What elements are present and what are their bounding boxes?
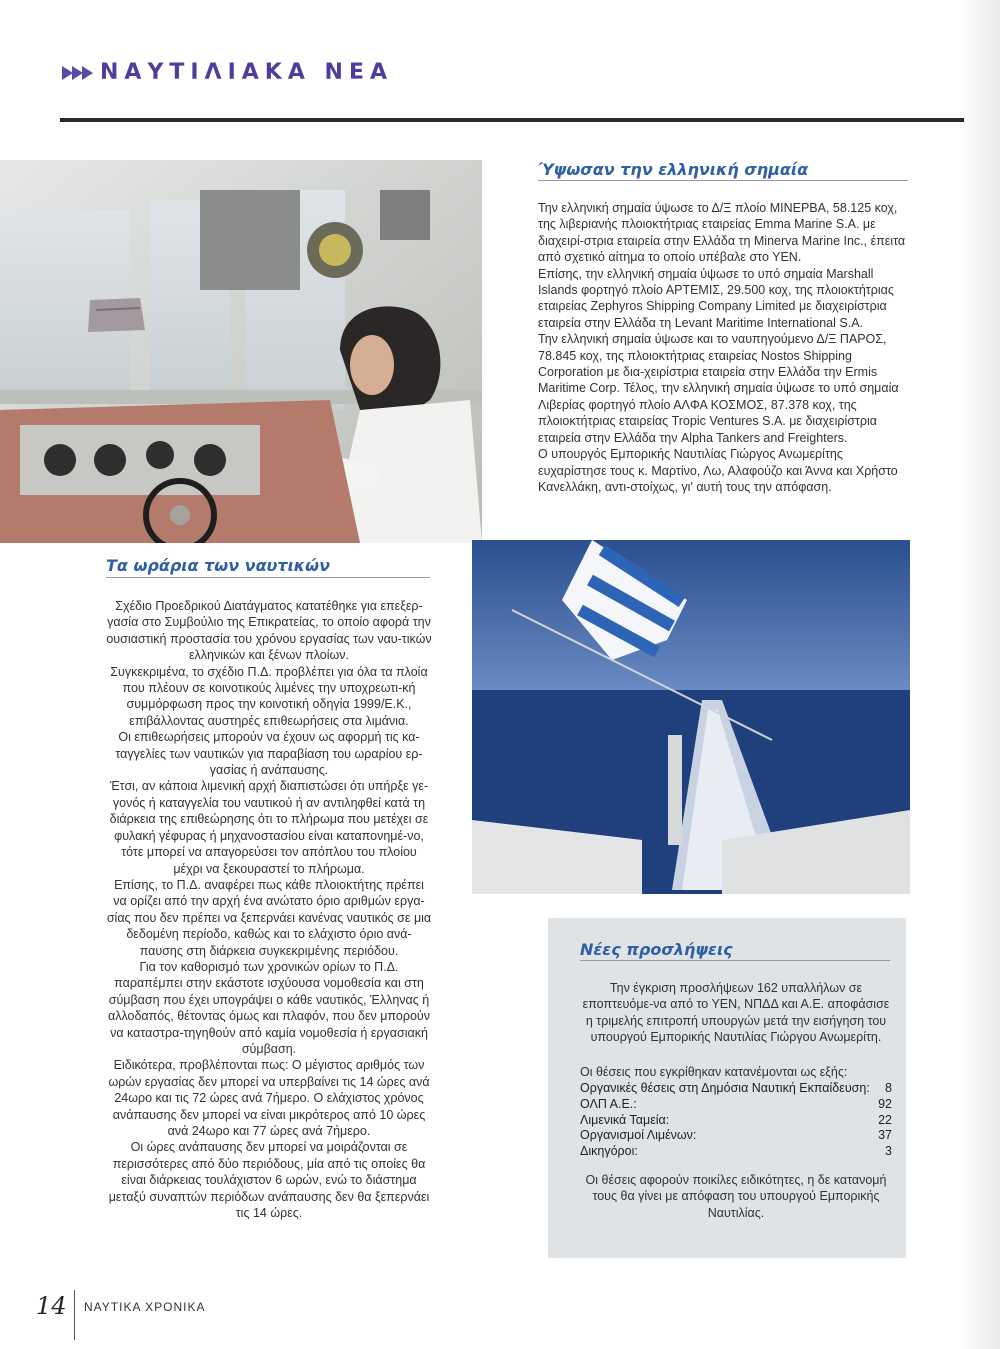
flag-title-rule [538,180,908,181]
hiring-article-title: Νέες προσλήψεις [580,940,733,959]
footer-divider [74,1290,75,1340]
position-row [580,1081,892,1097]
triple-arrow-icon [62,66,92,80]
bridge-photo [0,160,482,543]
paragraph: Επίσης, την ελληνική σημαία ύψωσε το υπό σημαία Marshall Islands φορτηγό πλοίο ΑΡΤΕΜΙΣ, 29.500 κοχ, της πλοιοκτήτριας εταιρείας Zephyros Shipping Company Limited με διαχειρίστρια εταιρεία στην Ελλάδα τη Levant Maritime International S.A. [538,266,894,330]
paragraph: Ο υπουργός Εμπορικής Ναυτιλίας Γιώργος Ανωμερίτης ευχαρίστησε τους κ. Μαρτίνο, Λω, Αλαφούζο και Άννα και Χρήστο Κανελλάκη, αντι-στοίχως, γι' αυτή τους την απόφαση. [538,447,898,494]
schedules-title-rule [106,577,430,578]
position-label: ΟΛΠ Α.Ε.: [580,1096,637,1111]
positions-list [580,1081,892,1160]
position-count: 92 [878,1096,892,1111]
position-count: 37 [878,1128,892,1143]
hiring-outro: Οι θέσεις αφορούν ποικίλες ειδικότητες, η δε κατανομή τους θα γίνει με απόφαση του υπουργού Εμπορικής Ναυτιλίας. [585,1173,887,1220]
paragraph: Οι ώρες ανάπαυσης δεν μπορεί να μοιράζονται σε περισσότερες από δύο περιόδους, μία από τις οποίες θα είναι διάρκειας τουλάχιστον 6 ωρών, ενώ το διάστημα μεταξύ συναπτών περιόδων ανάπαυσης δεν θα ξεπερνάει τις 14 ώρες. [108,1140,430,1221]
flag-article-title: Ύψωσαν την ελληνική σημαία [538,160,809,179]
schedules-article-body [106,598,432,1221]
page-number: 14 [36,1292,67,1320]
position-label: Οργανικές θέσεις στη Δημόσια Ναυτική Εκπαίδευση: [580,1081,870,1095]
flag-article-body [538,200,910,495]
position-label: Οργανισμοί Λιμένων: [580,1128,697,1143]
hiring-intro: Την έγκριση προσλήψεων 162 υπαλλήλων σε εποπτευόμε-να από το ΥΕΝ, ΝΠΔΔ και Α.Ε. αποφάσισε η τριμελής επιτροπή υπουργών μετά την εισήγηση του υπουργού Εμπορικής Ναυτιλίας Γιώργου Ανωμερίτη. [582,981,890,1045]
header-rule [60,118,964,122]
paragraph: Για τον καθορισμό των χρονικών ορίων το Π.Δ. παραπέμπει στην εκάστοτε ισχύουσα νομοθεσία και στη σύμβαση που έχει υπογράψει ο κάθε ναυτικός, Έλληνας ή αλλοδαπός, θέτοντας όμως και πλαφόν, που δεν μπορούν να καταστρα-τηγηθούν από καμία νομοθεσία ή εργασιακή σύμβαση. [107,959,431,1056]
position-row [580,1097,892,1113]
paragraph: Την ελληνική σημαία ύψωσε και το ναυπηγούμενο Δ/Ξ ΠΑΡΟΣ, 78.845 κοχ, της πλοιοκτήτριας εταιρείας Nostos Shipping Corporation με δια-χειρίστρια εταιρεία στην Ελλάδα την Ermis Maritime Corp. Τέλος, την ελληνική σημαία ύψωσε το υπό σημαία Λιβερίας φορτηγό πλοίο ΑΛΦΑ ΚΟΣΜΟΣ, 87.378 κοχ, της πλοιοκτήτριας εταιρείας Tropic Ventures S.A. με διαχειρίστρια εταιρεία στην Ελλάδα την Alpha Tankers and Freighters. [538,332,899,445]
position-count: 8 [885,1081,892,1095]
position-row [580,1144,892,1160]
position-count: 22 [878,1112,892,1127]
position-row [580,1128,892,1144]
section-header [62,60,393,85]
position-row [580,1113,892,1129]
position-label: Δικηγόροι: [580,1144,638,1159]
schedules-article-title: Τα ωράρια των ναυτικών [106,556,330,575]
paragraph: Την ελληνική σημαία ύψωσε το Δ/Ξ πλοίο ΜΙΝΕΡΒΑ, 58.125 κοχ, της λιβεριανής πλοιοκτήτριας εταιρείας Emma Marine S.A. με διαχειρί-στρια εταιρεία στην Ελλάδα τη Minerva Marine Inc., έπειτα από σχετικό αίτημα το οποίο υπέβαλε στο ΥΕΝ. [538,201,906,265]
position-label: Λιμενικά Ταμεία: [580,1112,670,1127]
magazine-name: ΝΑΥΤΙΚΑ ΧΡΟΝΙΚΑ [84,1300,206,1314]
paragraph: Ειδικότερα, προβλέπονται πως: Ο μέγιστος αριθμός των ωρών εργασίας δεν μπορεί να υπερβαίνει τις 14 ώρες ανά 24ωρο και τις 72 ώρες ανά 7ήμερο. Ο ελάχιστος χρόνος ανάπαυσης δεν μπορεί να είναι μικρότερος από 10 ώρες ανά 24ωρο και 77 ώρες ανά 7ήμερο. [108,1058,430,1138]
paragraph: Σχέδιο Προεδρικού Διατάγματος κατατέθηκε για επεξερ-γασία στο Συμβούλιο της Επικρατείας, το οποίο αφορά την ουσιαστική προστασία του χρόνου εργασίας των ναυ-τικών ελληνικών και ξένων πλοίων. [106,599,432,663]
paragraph: Συγκεκριμένα, το σχέδιο Π.Δ. προβλέπει για όλα τα πλοία που πλέουν σε κοινοτικούς λιμένες την υποχρεωτι-κή συμμόρφωση προς την κοινοτική οδηγία 1999/Ε.Κ., επιβάλλοντας αυστηρές επιθεωρήσεις στα λιμάνια. [110,664,428,728]
paragraph: Επίσης, το Π.Δ. αναφέρει πως κάθε πλοιοκτήτης πρέπει να ορίζει από την αρχή ένα ανώτατο όριο αριθμών εργα-σίας που δεν πρέπει να ξεπερνάει κανένας ναυτικός σε μια δεδομένη περίοδο, καθώς και το ελάχιστο όριο ανά-παυσης στη διάρκεια συγκεκριμένης περιόδου. [106,877,432,958]
section-title: ΝΑΥΤΙΛΙΑΚΑ ΝΕΑ [100,60,393,85]
hiring-title-rule [580,960,890,961]
paragraph: Οι επιθεωρήσεις μπορούν να έχουν ως αφορμή τις κα-ταγγελίες των ναυτικών για παραβίαση του ωραρίου ερ-γασίας ή ανάπαυσης. [115,730,423,778]
flag-sea-photo [472,540,910,894]
page-edge-shadow [960,0,1000,1349]
paragraph: Έτσι, αν κάποια λιμενική αρχή διαπιστώσει ότι υπήρξε γε-γονός ή καταγγελία του ναυτικού ή αν αντιληφθεί κατά τη διάρκεια της επιθεώρησης ότι το πλήρωμα που μετέχει σε φυλακή γέφυρας ή μηχανοστασίου είναι καταπονημέ-νο, τότε μπορεί να απαγορεύσει τον απόπλου του πλοίου μέχρι να ξεκουραστεί το πλήρωμα. [109,779,429,876]
hiring-distribution-intro: Οι θέσεις που εγκρίθηκαν κατανέμονται ως εξής: [580,1065,848,1079]
position-count: 3 [885,1144,892,1159]
